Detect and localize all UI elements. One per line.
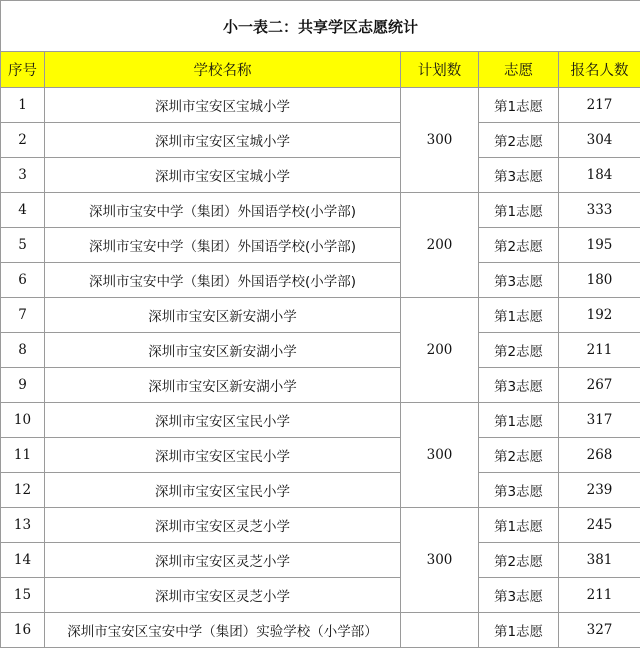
table-row	[1, 368, 640, 403]
header-row	[1, 52, 640, 88]
choice-cell: 第1志愿	[479, 403, 559, 438]
row-index: 1	[1, 88, 45, 123]
choice-cell: 第2志愿	[479, 438, 559, 473]
school-name-cell: 深圳市宝安区宝民小学	[45, 473, 401, 508]
choice-cell: 第1志愿	[479, 88, 559, 123]
applicant-count-cell: 239	[559, 473, 640, 508]
table-row	[1, 543, 640, 578]
school-name-cell: 深圳市宝安中学（集团）外国语学校(小学部)	[45, 228, 401, 263]
school-name-cell: 深圳市宝安区宝民小学	[45, 403, 401, 438]
school-name-cell: 深圳市宝安区灵芝小学	[45, 508, 401, 543]
row-index: 15	[1, 578, 45, 613]
applicant-count-cell: 267	[559, 368, 640, 403]
table-row	[1, 333, 640, 368]
choice-cell: 第2志愿	[479, 228, 559, 263]
table-row	[1, 88, 640, 123]
row-index: 9	[1, 368, 45, 403]
choice-cell: 第3志愿	[479, 158, 559, 193]
applicant-count-cell: 211	[559, 578, 640, 613]
table-row	[1, 158, 640, 193]
school-name-cell: 深圳市宝安区宝安中学（集团）实验学校（小学部）	[45, 613, 401, 648]
choice-cell: 第1志愿	[479, 508, 559, 543]
applicant-count-cell: 184	[559, 158, 640, 193]
row-index: 5	[1, 228, 45, 263]
row-index: 10	[1, 403, 45, 438]
choice-cell: 第3志愿	[479, 473, 559, 508]
choice-cell: 第1志愿	[479, 613, 559, 648]
applicant-count-cell: 180	[559, 263, 640, 298]
school-name-cell: 深圳市宝安区新安湖小学	[45, 333, 401, 368]
choice-cell: 第2志愿	[479, 333, 559, 368]
school-name-cell: 深圳市宝安中学（集团）外国语学校(小学部)	[45, 263, 401, 298]
plan-count-cell: 200	[401, 298, 479, 403]
header-school-name: 学校名称	[45, 52, 401, 88]
table-row	[1, 403, 640, 438]
school-name-cell: 深圳市宝安区宝民小学	[45, 438, 401, 473]
row-index: 11	[1, 438, 45, 473]
table-row	[1, 193, 640, 228]
table-row	[1, 473, 640, 508]
applicant-count-cell: 195	[559, 228, 640, 263]
school-name-cell: 深圳市宝安区新安湖小学	[45, 298, 401, 333]
choice-cell: 第3志愿	[479, 578, 559, 613]
row-index: 16	[1, 613, 45, 648]
school-name-cell: 深圳市宝安区宝城小学	[45, 88, 401, 123]
table-row	[1, 578, 640, 613]
school-name-cell: 深圳市宝安中学（集团）外国语学校(小学部)	[45, 193, 401, 228]
school-name-cell: 深圳市宝安区宝城小学	[45, 158, 401, 193]
header-plan: 计划数	[401, 52, 479, 88]
row-index: 4	[1, 193, 45, 228]
plan-count-cell: 200	[401, 193, 479, 298]
choice-cell: 第1志愿	[479, 193, 559, 228]
header-applicant-count: 报名人数	[559, 52, 640, 88]
applicant-count-cell: 304	[559, 123, 640, 158]
plan-count-cell: 300	[401, 88, 479, 193]
table-row	[1, 508, 640, 543]
choice-cell: 第3志愿	[479, 368, 559, 403]
table-row	[1, 613, 640, 648]
applicant-count-cell: 245	[559, 508, 640, 543]
row-index: 12	[1, 473, 45, 508]
school-name-cell: 深圳市宝安区灵芝小学	[45, 578, 401, 613]
choice-cell: 第2志愿	[479, 123, 559, 158]
school-name-cell: 深圳市宝安区新安湖小学	[45, 368, 401, 403]
applicant-count-cell: 211	[559, 333, 640, 368]
plan-count-cell: 300	[401, 403, 479, 508]
applicant-count-cell: 268	[559, 438, 640, 473]
row-index: 6	[1, 263, 45, 298]
row-index: 14	[1, 543, 45, 578]
applicant-count-cell: 217	[559, 88, 640, 123]
applicant-count-cell: 327	[559, 613, 640, 648]
row-index: 8	[1, 333, 45, 368]
table-title: 小一表二：共享学区志愿统计	[1, 1, 640, 52]
choice-cell: 第1志愿	[479, 298, 559, 333]
school-name-cell: 深圳市宝安区宝城小学	[45, 123, 401, 158]
table-row	[1, 263, 640, 298]
plan-count-cell: 300	[401, 508, 479, 613]
choice-cell: 第3志愿	[479, 263, 559, 298]
header-index: 序号	[1, 52, 45, 88]
row-index: 13	[1, 508, 45, 543]
table-row	[1, 298, 640, 333]
plan-count-cell	[401, 613, 479, 648]
header-choice: 志愿	[479, 52, 559, 88]
choice-cell: 第2志愿	[479, 543, 559, 578]
row-index: 3	[1, 158, 45, 193]
table-row	[1, 228, 640, 263]
row-index: 2	[1, 123, 45, 158]
applicant-count-cell: 317	[559, 403, 640, 438]
applicant-count-cell: 192	[559, 298, 640, 333]
table-row	[1, 438, 640, 473]
applicant-count-cell: 381	[559, 543, 640, 578]
applicant-count-cell: 333	[559, 193, 640, 228]
row-index: 7	[1, 298, 45, 333]
table-row	[1, 123, 640, 158]
school-name-cell: 深圳市宝安区灵芝小学	[45, 543, 401, 578]
